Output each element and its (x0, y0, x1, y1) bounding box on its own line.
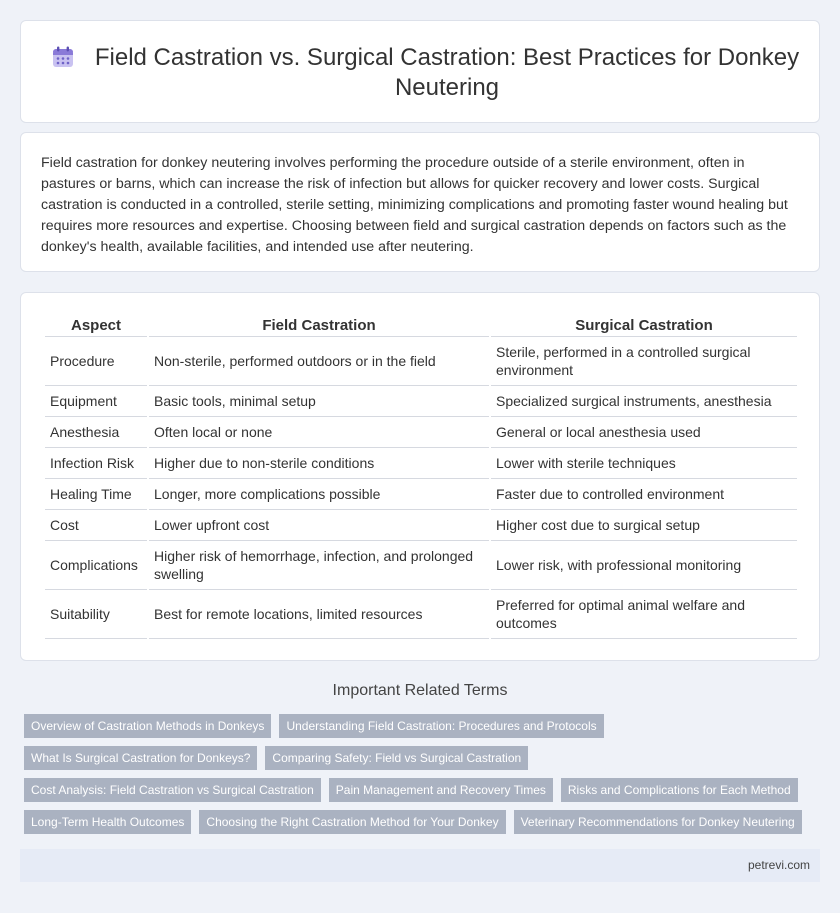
surgical-cell: Sterile, performed in a controlled surgical environment (491, 337, 797, 386)
surgical-cell: Faster due to controlled environment (491, 479, 797, 510)
aspect-cell: Complications (45, 541, 147, 590)
table-row (45, 510, 797, 541)
table-row (45, 417, 797, 448)
aspect-cell: Anesthesia (45, 417, 147, 448)
aspect-cell: Infection Risk (45, 448, 147, 479)
field-cell: Often local or none (149, 417, 489, 448)
footer-site[interactable]: petrevi.com (747, 858, 810, 872)
summary-text: Field castration for donkey neutering involves performing the procedure outside of a sterile environment, often in pastures or barns, which can increase the risk of infection but allows for quicker recovery and lower costs. Surgical castration is conducted in a controlled, sterile setting, minimizing complications and promoting faster wound healing but requires more resources and expertise. Choosing between field and surgical castration depends on factors such as the donkey's health, available facilities, and intended use after neutering. (41, 155, 788, 255)
aspect-cell: Healing Time (45, 479, 147, 510)
aspect-cell: Equipment (45, 386, 147, 417)
page-title: Field Castration vs. Surgical Castration: Best Practices for Donkey Neutering (94, 44, 800, 101)
surgical-cell: Lower with sterile techniques (491, 448, 797, 479)
aspect-cell: Procedure (45, 337, 147, 386)
table-row (45, 337, 797, 386)
field-cell: Non-sterile, performed outdoors or in the field (149, 337, 489, 386)
surgical-cell: General or local anesthesia used (491, 417, 797, 448)
calendar-icon (51, 45, 75, 69)
table-row (45, 448, 797, 479)
surgical-cell: Lower risk, with professional monitoring (491, 541, 797, 590)
related-term-tag[interactable]: Overview of Castration Methods in Donkeys (24, 714, 271, 738)
table-row (45, 541, 797, 590)
surgical-cell: Preferred for optimal animal welfare and outcomes (491, 590, 797, 639)
header-surgical-castration: Surgical Castration (491, 315, 797, 337)
header-card (20, 20, 820, 123)
table-row (45, 479, 797, 510)
summary-card (20, 132, 820, 272)
table-row (45, 590, 797, 639)
aspect-cell: Cost (45, 510, 147, 541)
header-aspect: Aspect (45, 315, 147, 337)
footer (20, 849, 820, 882)
related-terms-list (24, 714, 824, 834)
field-cell: Lower upfront cost (149, 510, 489, 541)
header-field-castration: Field Castration (149, 315, 489, 337)
field-cell: Higher due to non-sterile conditions (149, 448, 489, 479)
field-cell: Basic tools, minimal setup (149, 386, 489, 417)
related-terms-title: Important Related Terms (332, 682, 508, 699)
related-term-tag[interactable]: Long-Term Health Outcomes (24, 810, 191, 834)
table-header-row (45, 315, 797, 337)
field-cell: Longer, more complications possible (149, 479, 489, 510)
surgical-cell: Specialized surgical instruments, anesthesia (491, 386, 797, 417)
related-term-tag[interactable]: Veterinary Recommendations for Donkey Neutering (514, 810, 802, 834)
aspect-cell: Suitability (45, 590, 147, 639)
field-cell: Higher risk of hemorrhage, infection, and prolonged swelling (149, 541, 489, 590)
related-term-tag[interactable]: Comparing Safety: Field vs Surgical Castration (265, 746, 528, 770)
comparison-table (43, 315, 799, 639)
comparison-card (20, 292, 820, 661)
related-term-tag[interactable]: Understanding Field Castration: Procedures and Protocols (279, 714, 603, 738)
related-term-tag[interactable]: Risks and Complications for Each Method (561, 778, 798, 802)
field-cell: Best for remote locations, limited resources (149, 590, 489, 639)
related-term-tag[interactable]: What Is Surgical Castration for Donkeys? (24, 746, 257, 770)
surgical-cell: Higher cost due to surgical setup (491, 510, 797, 541)
related-term-tag[interactable]: Pain Management and Recovery Times (329, 778, 553, 802)
related-term-tag[interactable]: Choosing the Right Castration Method for Your Donkey (199, 810, 505, 834)
table-row (45, 386, 797, 417)
related-term-tag[interactable]: Cost Analysis: Field Castration vs Surgical Castration (24, 778, 321, 802)
